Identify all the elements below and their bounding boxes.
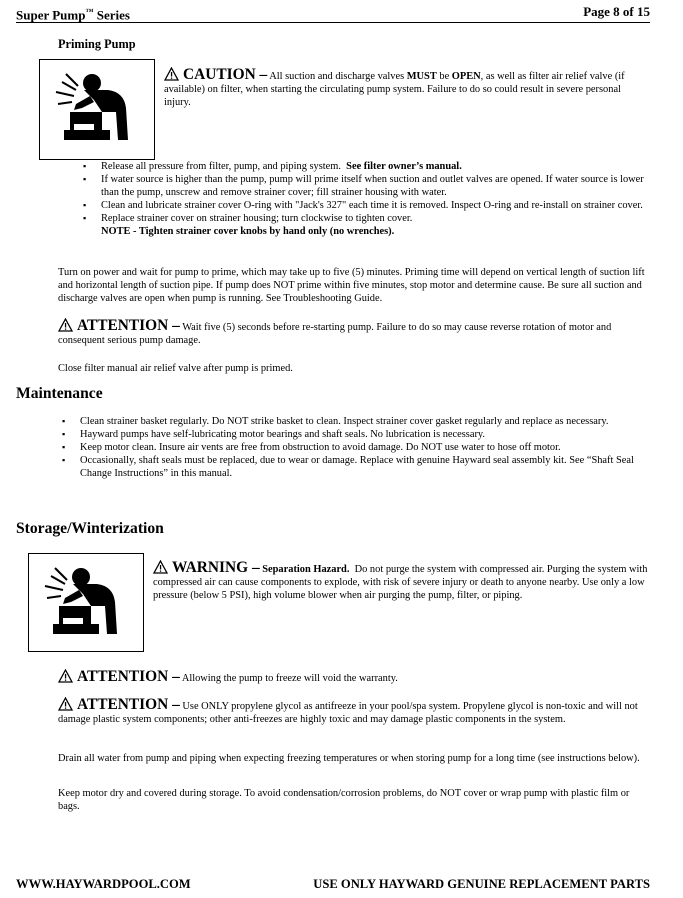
footer-notice: USE ONLY HAYWARD GENUINE REPLACEMENT PARTS: [313, 877, 650, 891]
storage-paragraph: Keep motor dry and covered during storage. To avoid condensation/corrosion problems, do NOT cover or wrap pump with plastic film or bags.: [58, 788, 630, 812]
storage-heading: Storage/Winterization: [16, 520, 164, 537]
warning-triangle-icon: [164, 67, 179, 81]
warning-triangle-icon: [58, 318, 73, 332]
maintenance-list: [62, 415, 650, 480]
list-item: ▪ Keep motor clean. Insure air vents are free from obstruction to avoid damage. Do NOT use water to hose off motor.: [62, 441, 650, 454]
list-item: ▪ Clean strainer basket regularly. Do NOT strike basket to clean. Inspect strainer cover gasket regularly and replace as necessary.: [62, 415, 650, 428]
list-item: ▪ Release all pressure from filter, pump, and piping system. See filter owner’s manual.: [83, 160, 650, 173]
safety-illustration-2: [28, 553, 144, 652]
warning-callout: WARNING – Separation Hazard. Do not purge the system with compressed air. Purging the system with compressed air can cause components to explode, with risk of severe injury or death to anyone nearby. Use only a low pressure (below 5 PSI), high volume blower when air purging the pump, filter, or piping.: [153, 559, 648, 601]
footer-website: WWW.HAYWARDPOOL.COM: [16, 877, 191, 891]
drain-paragraph: Drain all water from pump and piping when expecting freezing temperatures or when storing pump for a long time (see instructions below).: [58, 753, 640, 764]
list-item: ▪ Clean and lubricate strainer cover O-ring with "Jack's 327" each time it is removed. Inspect O-ring and re-install on strainer cover.: [83, 199, 650, 212]
list-item: ▪ Hayward pumps have self-lubricating motor bearings and shaft seals. No lubrication is necessary.: [62, 428, 650, 441]
priming-paragraph: Turn on power and wait for pump to prime, which may take up to five (5) minutes. Priming time will depend on vertical length of suction lift and horizontal length of suction pipe. If pump does NOT prime within five minutes, stop motor and determine cause. Be sure all suction and discharge valves are open when pump is running. See Troubleshooting Guide.: [58, 267, 645, 304]
warning-triangle-icon: [153, 560, 168, 574]
attention-callout-antifreeze: ATTENTION – Use ONLY propylene glycol as antifreeze in your pool/spa system. Propylene glycol is non-toxic and will not damage plastic system components; other anti-freezes are highly toxic and may damage plastic components in the system.: [58, 696, 638, 725]
list-item: ▪ If water source is higher than the pump, pump will prime itself when suction and outlet valves are opened. If water source is lower than the pump, unscrew and remove strainer cover; fill strainer housing with water.: [83, 173, 650, 199]
maintenance-heading: Maintenance: [16, 385, 103, 402]
warning-triangle-icon: [58, 669, 73, 683]
safety-illustration-1: [39, 59, 155, 160]
list-item: ▪ Replace strainer cover on strainer housing; turn clockwise to tighten cover. NOTE - Tighten strainer cover knobs by hand only (no wrenches).: [83, 212, 650, 238]
priming-heading: Priming Pump: [58, 37, 136, 51]
air-relief-paragraph: Close filter manual air relief valve after pump is primed.: [58, 363, 293, 374]
attention-callout-freeze: ATTENTION – Allowing the pump to freeze will void the warranty.: [58, 669, 650, 685]
page-header: [16, 5, 650, 23]
header-title: Super Pump™ Series: [16, 7, 130, 23]
priming-steps-list: [83, 160, 650, 238]
person-hazard-icon: [29, 554, 143, 651]
list-item: ▪ Occasionally, shaft seals must be replaced, due to wear or damage. Replace with genuine Hayward seal assembly kit. See “Shaft Seal Change Instructions” in this manual.: [62, 454, 650, 480]
warning-triangle-icon: [58, 697, 73, 711]
page-number: Page 8 of 15: [583, 4, 650, 19]
person-hazard-icon: [40, 60, 154, 159]
caution-callout: CAUTION – All suction and discharge valves MUST be OPEN, as well as filter air relief valve (if available) on filter, when starting the circulating pump system. Failure to do so could result in severe personal injury.: [164, 66, 625, 108]
attention-callout-restart: ATTENTION – Wait five (5) seconds before re-starting pump. Failure to do so may cause reverse rotation of motor and consequent serious pump damage.: [58, 317, 612, 346]
